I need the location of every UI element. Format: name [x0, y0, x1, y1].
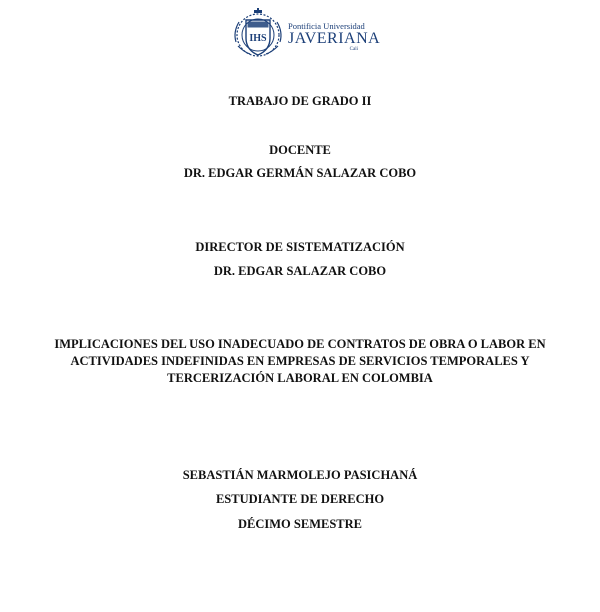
university-logo: [230, 8, 380, 60]
university-crest-icon: [230, 8, 286, 60]
logo-line-javeriana: JAVERIANA: [288, 30, 381, 47]
student-semester: DÉCIMO SEMESTRE: [238, 517, 362, 531]
crest-monogram: IHS: [249, 33, 267, 44]
logo-wordmark: [288, 22, 380, 52]
student-role: ESTUDIANTE DE DERECHO: [215, 492, 385, 506]
docente-name: DR. EDGAR GERMÁN SALAZAR COBO: [183, 166, 417, 180]
docente-label: DOCENTE: [269, 143, 331, 157]
course-title: TRABAJO DE GRADO II: [228, 94, 372, 108]
student-name: SEBASTIÁN MARMOLEJO PASICHANÁ: [182, 468, 418, 482]
logo-line-cali: Cali: [349, 47, 358, 52]
logo-line-pontificia: Pontificia Universidad: [288, 21, 365, 31]
director-label: DIRECTOR DE SISTEMATIZACIÓN: [195, 240, 405, 254]
thesis-title: IMPLICACIONES DEL USO INADECUADO DE CONTRATOS DE OBRA O LABOR EN ACTIVIDADES INDEFINIDAS EN EMPRESAS DE SERVICIOS TEMPORALES Y TERCERIZACIÓN LABORAL EN COLOMBIA: [54, 337, 546, 385]
director-name: DR. EDGAR SALAZAR COBO: [213, 264, 387, 278]
